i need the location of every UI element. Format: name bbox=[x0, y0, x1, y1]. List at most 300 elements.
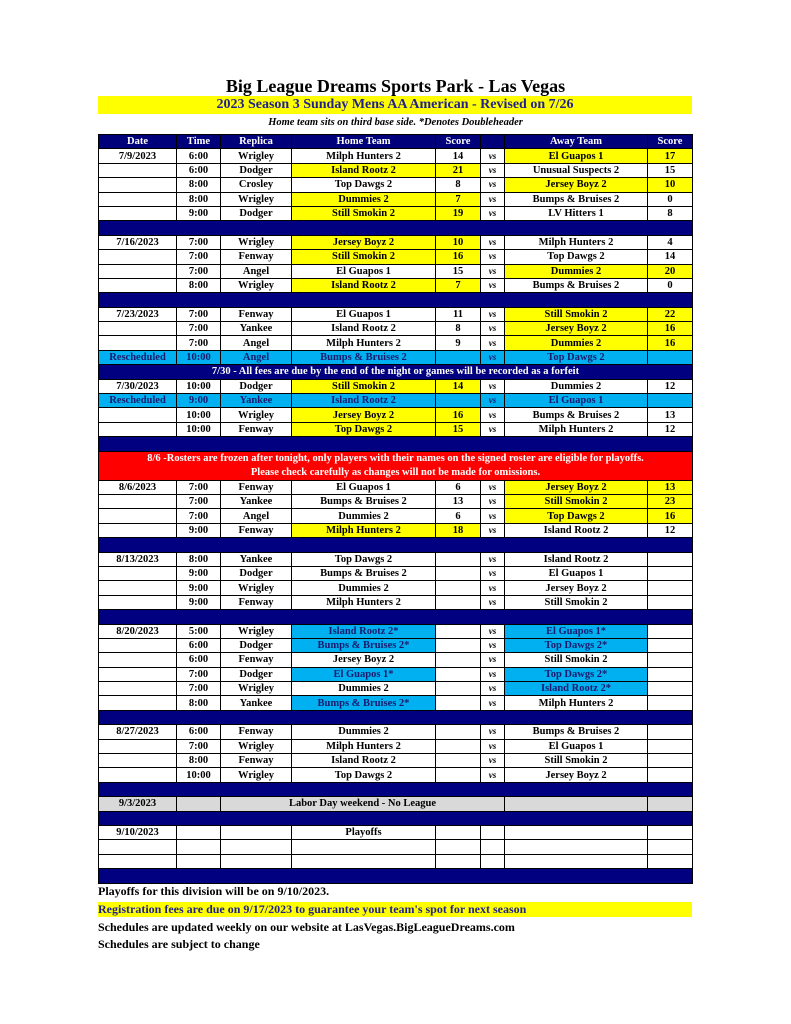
away-team-cell: Island Rootz 2* bbox=[505, 682, 648, 696]
field-cell: Dodger bbox=[221, 638, 292, 652]
vs-cell: vs bbox=[481, 278, 505, 292]
date-cell bbox=[99, 206, 177, 220]
time-cell: 9:00 bbox=[177, 523, 221, 537]
away-team-cell: Bumps & Bruises 2 bbox=[505, 725, 648, 739]
table-row bbox=[99, 739, 693, 753]
home-score-cell bbox=[436, 595, 481, 609]
field-cell: Wrigley bbox=[221, 149, 292, 163]
vs-cell: vs bbox=[481, 379, 505, 393]
vs-cell: vs bbox=[481, 307, 505, 321]
subject-to-change-note: Schedules are subject to change bbox=[98, 937, 260, 951]
away-team-cell: Island Rootz 2 bbox=[505, 523, 648, 537]
field-cell: Wrigley bbox=[221, 278, 292, 292]
home-score-cell: 8 bbox=[436, 322, 481, 336]
time-cell: 7:00 bbox=[177, 264, 221, 278]
home-team-cell: Jersey Boyz 2 bbox=[292, 408, 436, 422]
home-team-cell: Milph Hunters 2 bbox=[292, 523, 436, 537]
away-team-cell: El Guapos 1 bbox=[505, 149, 648, 163]
home-team-cell: Island Rootz 2 bbox=[292, 754, 436, 768]
vs-cell: vs bbox=[481, 494, 505, 508]
date-cell bbox=[99, 278, 177, 292]
week-separator bbox=[99, 221, 693, 235]
away-team-cell: Top Dawgs 2 bbox=[505, 509, 648, 523]
date-cell: 8/13/2023 bbox=[99, 552, 177, 566]
date-cell bbox=[99, 667, 177, 681]
away-team-cell: Still Smokin 2 bbox=[505, 595, 648, 609]
time-cell: 8:00 bbox=[177, 278, 221, 292]
field-cell: Fenway bbox=[221, 422, 292, 436]
away-team-cell: Top Dawgs 2 bbox=[505, 250, 648, 264]
table-row bbox=[99, 667, 693, 681]
table-row bbox=[99, 840, 693, 854]
home-team-cell: Top Dawgs 2 bbox=[292, 178, 436, 192]
field-cell: Fenway bbox=[221, 307, 292, 321]
away-score-cell: 16 bbox=[648, 509, 693, 523]
away-score-cell bbox=[648, 624, 693, 638]
date-cell: 7/23/2023 bbox=[99, 307, 177, 321]
date-cell bbox=[99, 768, 177, 782]
away-team-cell: El Guapos 1 bbox=[505, 739, 648, 753]
away-team-cell bbox=[505, 797, 648, 811]
away-team-cell: Dummies 2 bbox=[505, 336, 648, 350]
table-row bbox=[99, 624, 693, 638]
away-team-cell: Bumps & Bruises 2 bbox=[505, 408, 648, 422]
field-cell: Fenway bbox=[221, 595, 292, 609]
home-team-cell: Top Dawgs 2 bbox=[292, 768, 436, 782]
away-score-cell bbox=[648, 739, 693, 753]
vs-cell: vs bbox=[481, 682, 505, 696]
away-team-cell: Bumps & Bruises 2 bbox=[505, 192, 648, 206]
home-score-cell: 9 bbox=[436, 336, 481, 350]
playoffs-row bbox=[99, 825, 693, 839]
home-score-cell: 18 bbox=[436, 523, 481, 537]
table-row bbox=[99, 653, 693, 667]
home-team-cell: Dummies 2 bbox=[292, 682, 436, 696]
home-score-cell: 7 bbox=[436, 278, 481, 292]
vs-cell bbox=[481, 825, 505, 839]
time-cell: 7:00 bbox=[177, 250, 221, 264]
field-cell: Yankee bbox=[221, 394, 292, 408]
date-cell: 7/16/2023 bbox=[99, 235, 177, 249]
home-score-cell: 8 bbox=[436, 178, 481, 192]
away-score-cell: 12 bbox=[648, 523, 693, 537]
vs-cell: vs bbox=[481, 667, 505, 681]
away-team-cell: Jersey Boyz 2 bbox=[505, 768, 648, 782]
vs-cell: vs bbox=[481, 322, 505, 336]
home-team-cell: Dummies 2 bbox=[292, 725, 436, 739]
time-cell: 7:00 bbox=[177, 667, 221, 681]
home-score-cell bbox=[436, 653, 481, 667]
time-cell: 7:00 bbox=[177, 739, 221, 753]
vs-cell: vs bbox=[481, 350, 505, 364]
home-team-cell: El Guapos 1 bbox=[292, 264, 436, 278]
away-team-cell: Unusual Suspects 2 bbox=[505, 163, 648, 177]
field-cell: Fenway bbox=[221, 653, 292, 667]
table-row bbox=[99, 379, 693, 393]
away-score-cell bbox=[648, 825, 693, 839]
field-cell: Wrigley bbox=[221, 192, 292, 206]
vs-cell: vs bbox=[481, 725, 505, 739]
week-separator bbox=[99, 610, 693, 624]
field-cell: Dodger bbox=[221, 379, 292, 393]
vs-cell: vs bbox=[481, 595, 505, 609]
col-time: Time bbox=[177, 135, 221, 149]
field-cell: Wrigley bbox=[221, 682, 292, 696]
field-cell: Angel bbox=[221, 264, 292, 278]
home-score-cell: 6 bbox=[436, 480, 481, 494]
date-cell bbox=[99, 322, 177, 336]
home-score-cell bbox=[436, 581, 481, 595]
away-team-cell: Still Smokin 2 bbox=[505, 653, 648, 667]
away-team-cell: LV Hitters 1 bbox=[505, 206, 648, 220]
time-cell: 6:00 bbox=[177, 653, 221, 667]
away-score-cell bbox=[648, 566, 693, 580]
home-score-cell bbox=[436, 566, 481, 580]
vs-cell: vs bbox=[481, 192, 505, 206]
home-score-cell: 10 bbox=[436, 235, 481, 249]
away-score-cell bbox=[648, 725, 693, 739]
field-cell: Fenway bbox=[221, 754, 292, 768]
away-score-cell: 22 bbox=[648, 307, 693, 321]
table-row bbox=[99, 696, 693, 710]
time-cell: 7:00 bbox=[177, 509, 221, 523]
vs-cell: vs bbox=[481, 696, 505, 710]
home-team-cell: Dummies 2 bbox=[292, 581, 436, 595]
home-team-cell: El Guapos 1 bbox=[292, 480, 436, 494]
time-cell: 6:00 bbox=[177, 725, 221, 739]
home-team-cell: El Guapos 1 bbox=[292, 307, 436, 321]
home-score-cell bbox=[436, 825, 481, 839]
away-team-cell: Bumps & Bruises 2 bbox=[505, 278, 648, 292]
table-row bbox=[99, 480, 693, 494]
date-cell: 8/20/2023 bbox=[99, 624, 177, 638]
away-score-cell: 15 bbox=[648, 163, 693, 177]
field-cell: Yankee bbox=[221, 696, 292, 710]
away-score-cell bbox=[648, 552, 693, 566]
date-cell bbox=[99, 696, 177, 710]
table-row bbox=[99, 768, 693, 782]
table-row bbox=[99, 638, 693, 652]
home-team-cell: Bumps & Bruises 2* bbox=[292, 696, 436, 710]
home-score-cell: 6 bbox=[436, 509, 481, 523]
date-cell: 8/27/2023 bbox=[99, 725, 177, 739]
time-cell: 10:00 bbox=[177, 408, 221, 422]
away-score-cell: 13 bbox=[648, 480, 693, 494]
time-cell: 10:00 bbox=[177, 350, 221, 364]
vs-cell: vs bbox=[481, 235, 505, 249]
vs-cell: vs bbox=[481, 149, 505, 163]
home-score-cell bbox=[436, 638, 481, 652]
away-score-cell bbox=[648, 696, 693, 710]
away-team-cell: Still Smokin 2 bbox=[505, 307, 648, 321]
vs-cell: vs bbox=[481, 581, 505, 595]
field-cell: Yankee bbox=[221, 322, 292, 336]
home-score-cell: 7 bbox=[436, 192, 481, 206]
table-row bbox=[99, 854, 693, 868]
no-league-cell: Labor Day weekend - No League bbox=[221, 797, 505, 811]
rescheduled-row bbox=[99, 394, 693, 408]
vs-cell: vs bbox=[481, 264, 505, 278]
away-team-cell: Still Smokin 2 bbox=[505, 494, 648, 508]
field-cell: Angel bbox=[221, 336, 292, 350]
away-team-cell: Jersey Boyz 2 bbox=[505, 178, 648, 192]
home-score-cell bbox=[436, 696, 481, 710]
rescheduled-label: Rescheduled bbox=[99, 350, 177, 364]
home-team-cell: Still Smokin 2 bbox=[292, 250, 436, 264]
away-score-cell: 16 bbox=[648, 322, 693, 336]
playoffs-note: Playoffs for this division will be on 9/10/2023. bbox=[98, 884, 330, 898]
fees-banner-row bbox=[99, 365, 693, 379]
roster-banner-line2: Please check carefully as changes will not be made for omissions. bbox=[250, 466, 541, 478]
date-cell bbox=[99, 494, 177, 508]
away-score-cell: 12 bbox=[648, 422, 693, 436]
field-cell: Crosley bbox=[221, 178, 292, 192]
table-row bbox=[99, 725, 693, 739]
field-cell: Wrigley bbox=[221, 235, 292, 249]
away-score-cell bbox=[648, 667, 693, 681]
away-score-cell: 14 bbox=[648, 250, 693, 264]
away-team-cell: Top Dawgs 2* bbox=[505, 638, 648, 652]
home-score-cell bbox=[436, 754, 481, 768]
home-team-cell: Island Rootz 2 bbox=[292, 278, 436, 292]
table-row bbox=[99, 754, 693, 768]
away-team-cell: Dummies 2 bbox=[505, 379, 648, 393]
roster-banner bbox=[99, 451, 693, 480]
away-team-cell: Island Rootz 2 bbox=[505, 552, 648, 566]
away-score-cell bbox=[648, 350, 693, 364]
home-team-cell: Island Rootz 2 bbox=[292, 163, 436, 177]
time-cell: 7:00 bbox=[177, 494, 221, 508]
field-cell bbox=[221, 825, 292, 839]
home-score-cell: 14 bbox=[436, 149, 481, 163]
week-separator bbox=[99, 710, 693, 724]
vs-cell: vs bbox=[481, 624, 505, 638]
home-team-cell: Dummies 2 bbox=[292, 192, 436, 206]
away-team-cell: Jersey Boyz 2 bbox=[505, 480, 648, 494]
col-away-score: Score bbox=[648, 135, 693, 149]
week-separator bbox=[99, 538, 693, 552]
away-team-cell: El Guapos 1* bbox=[505, 624, 648, 638]
field-cell: Wrigley bbox=[221, 408, 292, 422]
vs-cell: vs bbox=[481, 163, 505, 177]
home-score-cell bbox=[436, 667, 481, 681]
time-cell: 8:00 bbox=[177, 178, 221, 192]
home-team-note: Home team sits on third base side. *Denotes Doubleheader bbox=[268, 117, 523, 128]
date-cell bbox=[99, 754, 177, 768]
field-cell: Yankee bbox=[221, 494, 292, 508]
field-cell: Fenway bbox=[221, 725, 292, 739]
date-cell bbox=[99, 595, 177, 609]
time-cell: 8:00 bbox=[177, 192, 221, 206]
away-team-cell bbox=[505, 825, 648, 839]
field-cell: Wrigley bbox=[221, 624, 292, 638]
away-score-cell: 17 bbox=[648, 149, 693, 163]
field-cell: Angel bbox=[221, 509, 292, 523]
home-team-cell: Top Dawgs 2 bbox=[292, 552, 436, 566]
table-row bbox=[99, 192, 693, 206]
time-cell: 9:00 bbox=[177, 581, 221, 595]
table-row bbox=[99, 322, 693, 336]
vs-cell: vs bbox=[481, 638, 505, 652]
away-score-cell bbox=[648, 754, 693, 768]
home-score-cell bbox=[436, 394, 481, 408]
table-row bbox=[99, 682, 693, 696]
vs-cell: vs bbox=[481, 653, 505, 667]
away-team-cell: El Guapos 1 bbox=[505, 566, 648, 580]
date-cell bbox=[99, 581, 177, 595]
week-separator bbox=[99, 782, 693, 796]
away-score-cell: 0 bbox=[648, 192, 693, 206]
home-score-cell: 14 bbox=[436, 379, 481, 393]
time-cell: 7:00 bbox=[177, 682, 221, 696]
table-row bbox=[99, 494, 693, 508]
home-score-cell bbox=[436, 739, 481, 753]
home-score-cell bbox=[436, 725, 481, 739]
time-cell: 7:00 bbox=[177, 322, 221, 336]
away-score-cell bbox=[648, 768, 693, 782]
col-home-score: Score bbox=[436, 135, 481, 149]
table-row bbox=[99, 264, 693, 278]
away-team-cell: Milph Hunters 2 bbox=[505, 696, 648, 710]
rescheduled-row bbox=[99, 350, 693, 364]
home-team-cell: Bumps & Bruises 2 bbox=[292, 566, 436, 580]
roster-banner-row bbox=[99, 451, 693, 480]
time-cell: 5:00 bbox=[177, 624, 221, 638]
away-score-cell bbox=[648, 682, 693, 696]
time-cell: 9:00 bbox=[177, 566, 221, 580]
away-team-cell: Still Smokin 2 bbox=[505, 754, 648, 768]
away-score-cell bbox=[648, 595, 693, 609]
home-score-cell bbox=[436, 350, 481, 364]
week-separator bbox=[99, 869, 693, 883]
home-team-cell: Island Rootz 2 bbox=[292, 322, 436, 336]
vs-cell: vs bbox=[481, 336, 505, 350]
time-cell: 10:00 bbox=[177, 379, 221, 393]
away-score-cell bbox=[648, 394, 693, 408]
time-cell bbox=[177, 825, 221, 839]
week-separator bbox=[99, 811, 693, 825]
away-score-cell: 4 bbox=[648, 235, 693, 249]
away-score-cell: 20 bbox=[648, 264, 693, 278]
home-team-cell: Jersey Boyz 2 bbox=[292, 235, 436, 249]
col-home-team: Home Team bbox=[292, 135, 436, 149]
date-cell: 9/3/2023 bbox=[99, 797, 177, 811]
field-cell: Wrigley bbox=[221, 739, 292, 753]
vs-cell: vs bbox=[481, 422, 505, 436]
time-cell: 6:00 bbox=[177, 149, 221, 163]
home-team-cell: Milph Hunters 2 bbox=[292, 739, 436, 753]
time-cell: 7:00 bbox=[177, 235, 221, 249]
vs-cell: vs bbox=[481, 480, 505, 494]
away-team-cell: Jersey Boyz 2 bbox=[505, 322, 648, 336]
away-score-cell: 10 bbox=[648, 178, 693, 192]
date-cell bbox=[99, 422, 177, 436]
fees-banner: 7/30 - All fees are due by the end of the night or games will be recorded as a forfeit bbox=[99, 365, 693, 379]
home-team-cell: Island Rootz 2* bbox=[292, 624, 436, 638]
away-team-cell: Top Dawgs 2* bbox=[505, 667, 648, 681]
col-away-team: Away Team bbox=[505, 135, 648, 149]
date-cell bbox=[99, 178, 177, 192]
date-cell: 8/6/2023 bbox=[99, 480, 177, 494]
away-score-cell bbox=[648, 653, 693, 667]
table-row bbox=[99, 408, 693, 422]
header-row bbox=[99, 135, 693, 149]
home-score-cell: 11 bbox=[436, 307, 481, 321]
time-cell: 6:00 bbox=[177, 638, 221, 652]
date-cell: 7/30/2023 bbox=[99, 379, 177, 393]
table-row bbox=[99, 581, 693, 595]
page-title: Big League Dreams Sports Park - Las Vegas bbox=[225, 76, 566, 96]
home-score-cell: 15 bbox=[436, 264, 481, 278]
table-row bbox=[99, 336, 693, 350]
table-row bbox=[99, 307, 693, 321]
time-cell: 8:00 bbox=[177, 696, 221, 710]
table-row bbox=[99, 250, 693, 264]
home-score-cell bbox=[436, 552, 481, 566]
away-score-cell bbox=[648, 581, 693, 595]
date-cell bbox=[99, 523, 177, 537]
away-team-cell: El Guapos 1 bbox=[505, 394, 648, 408]
table-row bbox=[99, 595, 693, 609]
vs-cell: vs bbox=[481, 250, 505, 264]
away-score-cell: 12 bbox=[648, 379, 693, 393]
date-cell bbox=[99, 192, 177, 206]
field-cell: Fenway bbox=[221, 480, 292, 494]
table-row bbox=[99, 206, 693, 220]
date-cell bbox=[99, 163, 177, 177]
home-score-cell bbox=[436, 682, 481, 696]
table-row bbox=[99, 509, 693, 523]
vs-cell: vs bbox=[481, 394, 505, 408]
field-cell: Wrigley bbox=[221, 768, 292, 782]
time-cell: 8:00 bbox=[177, 754, 221, 768]
vs-cell: vs bbox=[481, 566, 505, 580]
date-cell bbox=[99, 653, 177, 667]
time-cell: 9:00 bbox=[177, 206, 221, 220]
registration-note: Registration fees are due on 9/17/2023 to guarantee your team's spot for next season bbox=[98, 902, 692, 917]
home-team-cell: Dummies 2 bbox=[292, 509, 436, 523]
time-cell: 7:00 bbox=[177, 307, 221, 321]
away-score-cell bbox=[648, 797, 693, 811]
vs-cell: vs bbox=[481, 509, 505, 523]
time-cell: 10:00 bbox=[177, 422, 221, 436]
home-score-cell: 16 bbox=[436, 250, 481, 264]
away-team-cell: Milph Hunters 2 bbox=[505, 422, 648, 436]
away-team-cell: Milph Hunters 2 bbox=[505, 235, 648, 249]
week-separator bbox=[99, 293, 693, 307]
time-cell: 9:00 bbox=[177, 595, 221, 609]
home-team-cell: Island Rootz 2 bbox=[292, 394, 436, 408]
schedule-table bbox=[98, 134, 693, 884]
away-score-cell: 8 bbox=[648, 206, 693, 220]
home-team-cell: Top Dawgs 2 bbox=[292, 422, 436, 436]
field-cell: Angel bbox=[221, 350, 292, 364]
table-row bbox=[99, 523, 693, 537]
date-cell bbox=[99, 682, 177, 696]
field-cell: Fenway bbox=[221, 250, 292, 264]
home-team-cell: Milph Hunters 2 bbox=[292, 595, 436, 609]
away-score-cell bbox=[648, 638, 693, 652]
date-cell bbox=[99, 638, 177, 652]
table-row bbox=[99, 422, 693, 436]
vs-cell: vs bbox=[481, 739, 505, 753]
time-cell: 9:00 bbox=[177, 394, 221, 408]
vs-cell: vs bbox=[481, 552, 505, 566]
away-team-cell: Top Dawgs 2 bbox=[505, 350, 648, 364]
col-date: Date bbox=[99, 135, 177, 149]
table-row bbox=[99, 566, 693, 580]
date-cell bbox=[99, 566, 177, 580]
